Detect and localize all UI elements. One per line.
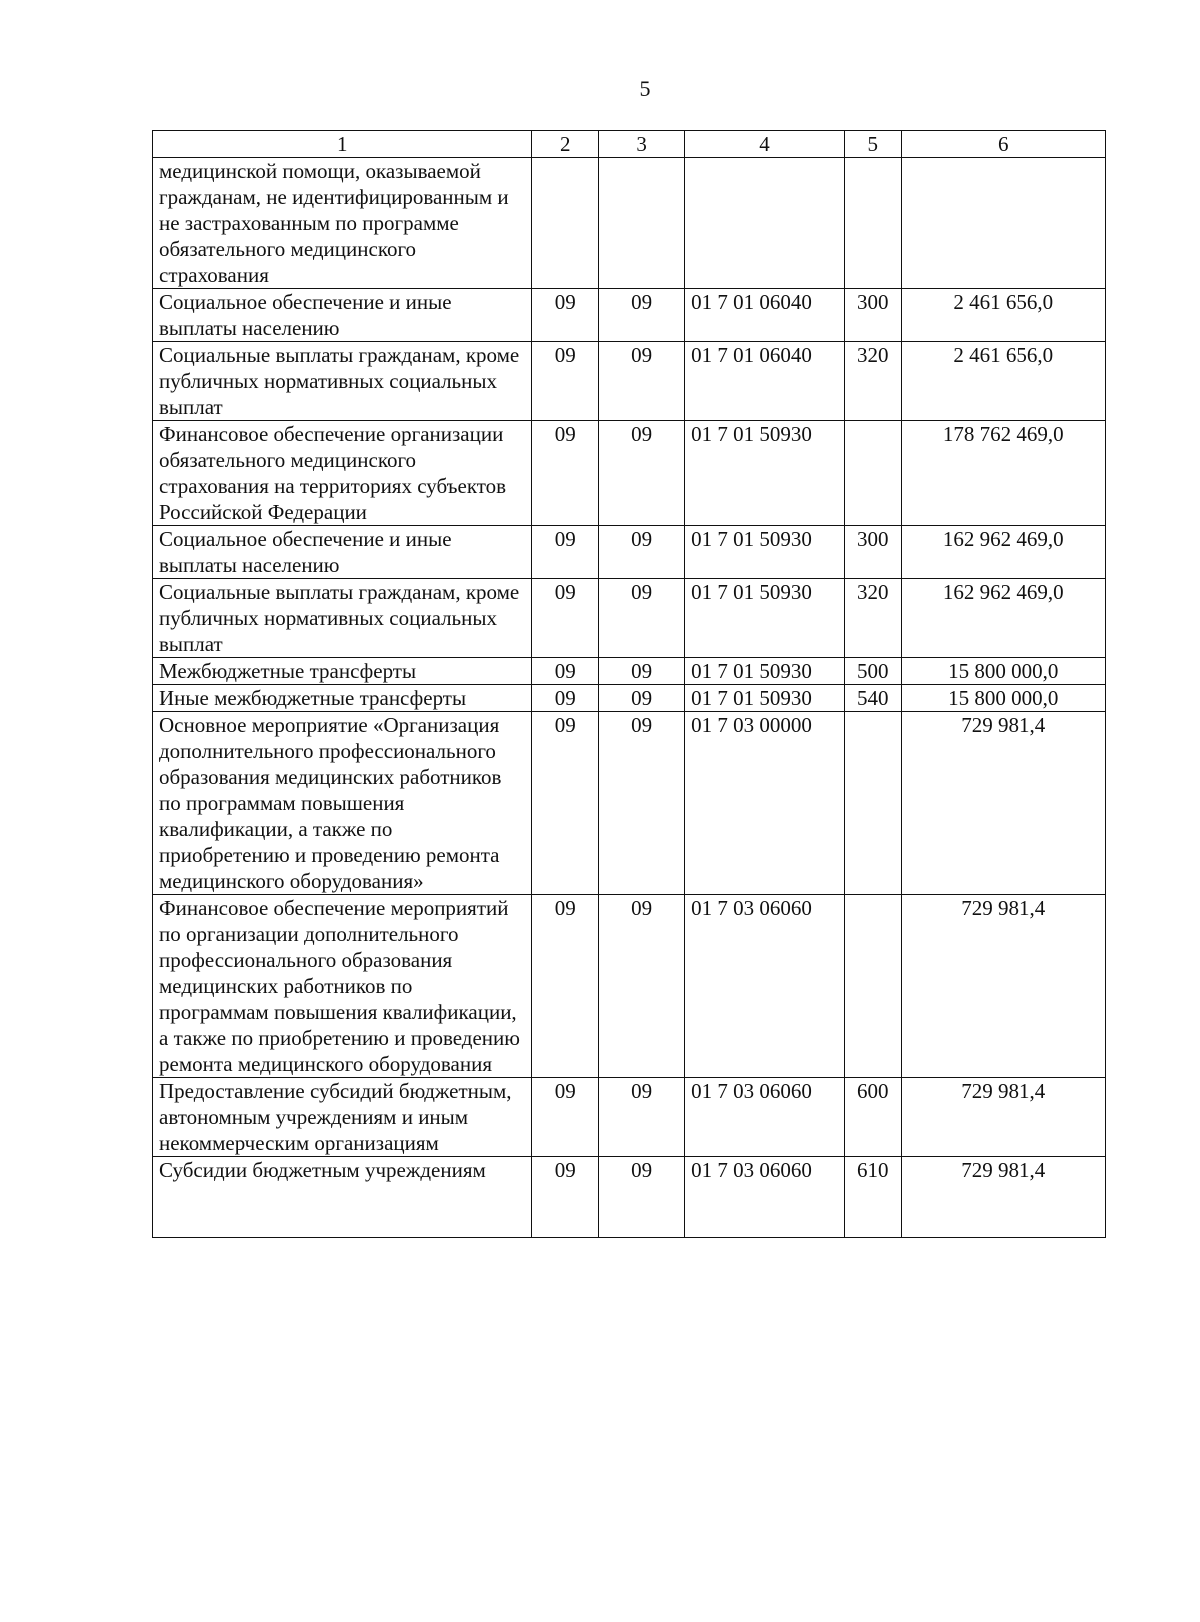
row-subsection: 09: [599, 658, 685, 685]
header-col-1: 1: [153, 131, 532, 158]
table-row: [153, 342, 1106, 421]
row-subsection: 09: [599, 895, 685, 1078]
row-target-code: 01 7 03 06060: [685, 1078, 845, 1157]
header-col-5: 5: [844, 131, 901, 158]
row-section: 09: [532, 579, 599, 658]
row-section: 09: [532, 712, 599, 895]
row-name: Межбюджетные трансферты: [153, 658, 532, 685]
row-target-code: 01 7 03 00000: [685, 712, 845, 895]
row-name: Основное мероприятие «Организация дополнительного профессионального образования медицинских работников по программам повышения квалификации, а также по приобретению и проведению ремонта медицинского оборудования»: [153, 712, 532, 895]
budget-table: [152, 130, 1106, 1238]
row-expense-type: 500: [844, 658, 901, 685]
row-expense-type: 320: [844, 342, 901, 421]
row-section: 09: [532, 526, 599, 579]
header-col-4: 4: [685, 131, 845, 158]
row-target-code: 01 7 01 50930: [685, 579, 845, 658]
row-amount: 15 800 000,0: [901, 685, 1105, 712]
row-expense-type: 610: [844, 1157, 901, 1238]
row-target-code: 01 7 01 50930: [685, 685, 845, 712]
row-target-code: 01 7 01 50930: [685, 658, 845, 685]
row-name: Предоставление субсидий бюджетным, автономным учреждениям и иным некоммерческим организациям: [153, 1078, 532, 1157]
row-section: 09: [532, 658, 599, 685]
row-amount: 15 800 000,0: [901, 658, 1105, 685]
row-name: Финансовое обеспечение организации обязательного медицинского страхования на территориях субъектов Российской Федерации: [153, 421, 532, 526]
row-amount: 2 461 656,0: [901, 342, 1105, 421]
row-target-code: 01 7 01 06040: [685, 342, 845, 421]
row-expense-type: [844, 895, 901, 1078]
row-target-code: 01 7 01 50930: [685, 526, 845, 579]
row-expense-type: 540: [844, 685, 901, 712]
row-target-code: 01 7 03 06060: [685, 895, 845, 1078]
row-target-code: 01 7 01 06040: [685, 289, 845, 342]
header-col-6: 6: [901, 131, 1105, 158]
row-name: Социальные выплаты гражданам, кроме публичных нормативных социальных выплат: [153, 342, 532, 421]
row-name: Социальное обеспечение и иные выплаты населению: [153, 289, 532, 342]
row-amount: 162 962 469,0: [901, 579, 1105, 658]
row-expense-type: 300: [844, 289, 901, 342]
row-subsection: 09: [599, 342, 685, 421]
table-row: [153, 421, 1106, 526]
row-section: 09: [532, 1078, 599, 1157]
row-subsection: 09: [599, 289, 685, 342]
row-section: 09: [532, 342, 599, 421]
table-row: [153, 1078, 1106, 1157]
row-amount: 729 981,4: [901, 895, 1105, 1078]
row-amount: 729 981,4: [901, 712, 1105, 895]
row-subsection: 09: [599, 712, 685, 895]
row-expense-type: 320: [844, 579, 901, 658]
row-subsection: 09: [599, 579, 685, 658]
row-expense-type: 600: [844, 1078, 901, 1157]
row-name: Социальные выплаты гражданам, кроме публичных нормативных социальных выплат: [153, 579, 532, 658]
header-col-3: 3: [599, 131, 685, 158]
header-col-2: 2: [532, 131, 599, 158]
row-amount: 729 981,4: [901, 1078, 1105, 1157]
row-section: 09: [532, 895, 599, 1078]
row-subsection: 09: [599, 1078, 685, 1157]
row-section: 09: [532, 289, 599, 342]
row-subsection: 09: [599, 685, 685, 712]
row-name: Иные межбюджетные трансферты: [153, 685, 532, 712]
row-subsection: [599, 158, 685, 289]
table-row: [153, 712, 1106, 895]
table-row: [153, 158, 1106, 289]
row-section: [532, 158, 599, 289]
row-amount: 729 981,4: [901, 1157, 1105, 1238]
row-amount: [901, 158, 1105, 289]
table-row: [153, 579, 1106, 658]
row-target-code: 01 7 03 06060: [685, 1157, 845, 1238]
row-target-code: 01 7 01 50930: [685, 421, 845, 526]
row-section: 09: [532, 421, 599, 526]
page-number: 5: [639, 76, 651, 101]
row-expense-type: [844, 421, 901, 526]
table-row: [153, 526, 1106, 579]
table-row: [153, 289, 1106, 342]
row-subsection: 09: [599, 1157, 685, 1238]
row-expense-type: [844, 158, 901, 289]
row-expense-type: [844, 712, 901, 895]
row-section: 09: [532, 685, 599, 712]
row-subsection: 09: [599, 421, 685, 526]
row-section: 09: [532, 1157, 599, 1238]
table-row: [153, 685, 1106, 712]
row-name: Финансовое обеспечение мероприятий по организации дополнительного профессионального образования медицинских работников по программам повышения квалификации, а также по приобретению и проведению ремонта медицинского оборудования: [153, 895, 532, 1078]
row-name: Субсидии бюджетным учреждениям: [153, 1157, 532, 1238]
row-target-code: [685, 158, 845, 289]
row-expense-type: 300: [844, 526, 901, 579]
row-amount: 162 962 469,0: [901, 526, 1105, 579]
table-row: [153, 1157, 1106, 1238]
row-amount: 2 461 656,0: [901, 289, 1105, 342]
row-name: медицинской помощи, оказываемой гражданам, не идентифицированным и не застрахованным по программе обязательного медицинского страхования: [153, 158, 532, 289]
row-subsection: 09: [599, 526, 685, 579]
table-row: [153, 658, 1106, 685]
table-header-row: [153, 131, 1106, 158]
row-amount: 178 762 469,0: [901, 421, 1105, 526]
table-row: [153, 895, 1106, 1078]
row-name: Социальное обеспечение и иные выплаты населению: [153, 526, 532, 579]
